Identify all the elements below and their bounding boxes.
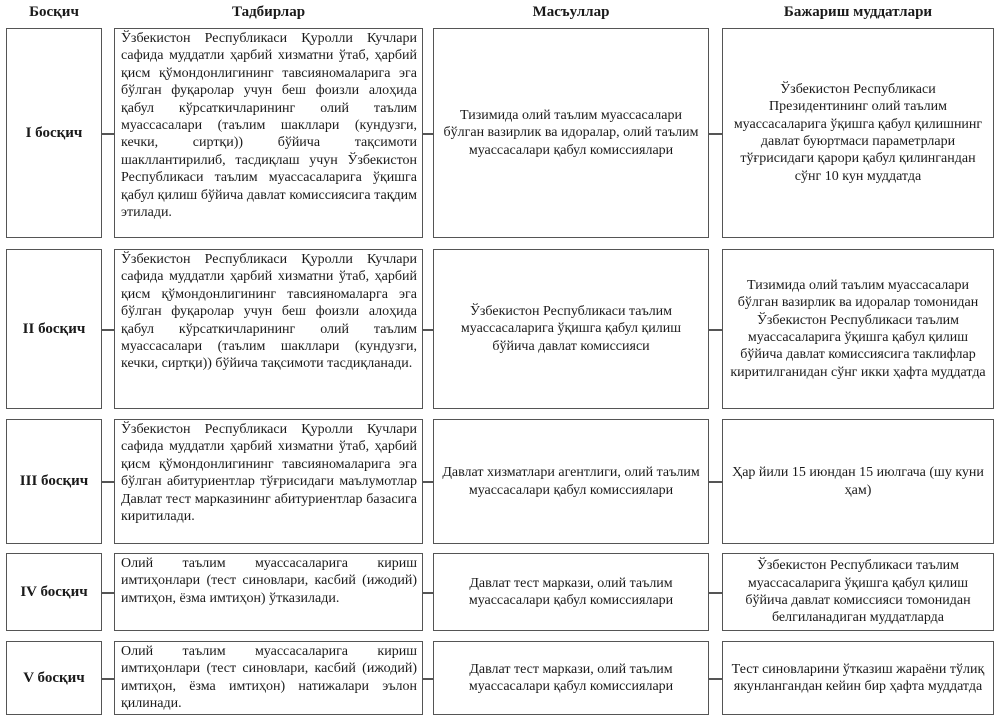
connector: [423, 481, 433, 483]
activity-box-3: [114, 419, 423, 544]
stage-box-5: [6, 641, 102, 715]
responsible-text: Тизимида олий таълим муассасалари бўлган вазирлик ва идоралар, олий таълим муассасалари қабул комиссиялари: [443, 107, 699, 158]
responsible-text: Давлат тест маркази, олий таълим муассасалари қабул комиссиялари: [468, 661, 674, 694]
connector: [423, 592, 433, 594]
stage-box-2: [6, 249, 102, 409]
deadline-text: Тест синовларини ўтказиш жараёни тўлиқ якунлангандан кейин бир ҳафта муддатда: [731, 661, 985, 694]
deadline-text: Тизимида олий таълим муассасалари бўлган вазирлик ва идоралар томонидан Ўзбекистон Республикаси таълим муассасаларига ўқишга қабул қилиш бўйича давлат комиссиясига таклифлар киритилганидан сўнг икки ҳафта муддатда: [730, 277, 986, 380]
deadline-box-5: [722, 641, 994, 715]
connector: [709, 592, 722, 594]
connector: [423, 133, 433, 135]
header-activities: Тадбирлар: [231, 4, 306, 20]
header-stage: Босқич: [29, 4, 79, 20]
connector: [423, 329, 433, 331]
connector: [709, 133, 722, 135]
responsible-box-1: [433, 28, 709, 238]
responsible-text: Давлат тест маркази, олий таълим муассасалари қабул комиссиялари: [468, 575, 674, 608]
stage-box-3: [6, 419, 102, 544]
responsible-text: Ўзбекистон Республикаси таълим муассасаларига ўқишга қабул қилиш бўйича давлат комиссияси: [460, 303, 682, 354]
responsible-box-4: [433, 553, 709, 631]
connector: [709, 678, 722, 680]
connector: [709, 329, 722, 331]
activity-box-4: [114, 553, 423, 631]
activity-text: Ўзбекистон Республикаси Қуролли Кучлари сафида муддатли ҳарбий хизматни ўтаб, ҳарбий қисм қўмондонлигининг тавсияномаларга эга бўлган фуқаролар учун беш фоизли алоҳида қабул кўрсаткичларининг олий таълим муассасалари (таълим шакллари (кундузги, кечки, сиртқи)) бўйича тақсимоти тасдиқланади.: [121, 252, 417, 372]
stage-box-4: [6, 553, 102, 631]
connector: [102, 329, 114, 331]
deadline-box-1: [722, 28, 994, 238]
deadline-text: Ҳар йили 15 июндан 15 июлгача (шу куни ҳам): [732, 465, 984, 498]
header-deadlines: Бажариш муддатлари: [783, 4, 933, 20]
connector: [709, 481, 722, 483]
stage-label: III босқич: [19, 473, 89, 489]
responsible-box-3: [433, 419, 709, 544]
activity-box-5: [114, 641, 423, 715]
activity-text: Ўзбекистон Республикаси Қуролли Кучлари сафида муддатли ҳарбий хизматни ўтаб, ҳарбий қисм қўмондонлигининг тавсияномаларига эга бўлган фуқаролар учун беш фоизли алоҳида қабул кўрсаткичларининг олий таълим муассасалари (таълим шакллари (кундузги, кечки, сиртқи)) бўйича тақсимоти шакллантирилиб, тасдиқлаш учун Ўзбекистон Республикаси таълим муассасаларига ўқишга қабул қилиш бўйича давлат комиссиясига тақдим этилади.: [121, 31, 417, 221]
connector: [102, 592, 114, 594]
deadline-text: Ўзбекистон Республикаси таълим муассасаларига ўқишга қабул қилиш бўйича давлат комиссияси томонидан белгиланадиган муддатларда: [745, 558, 971, 626]
connector: [102, 133, 114, 135]
stage-label: V босқич: [23, 669, 85, 686]
deadline-text: Ўзбекистон Республикаси Президентининг олий таълим муассасаларига ўқишга қабул қилишнинг давлат буюртмаси параметрлари тўғрисидаги қарори қабул қилингандан сўнг 10 кун муддатда: [733, 81, 983, 184]
stage-box-1: [6, 28, 102, 238]
activity-text: Ўзбекистон Республикаси Қуролли Кучлари сафида муддатли ҳарбий хизматни ўтаб, ҳарбий қисм қўмондонлигининг тавсияномаларига эга бўлган абитуриентлар тўғрисидаги маълумотлар Давлат тест марказининг абитуриентлар базасига киритилади.: [121, 422, 417, 525]
deadline-box-3: [722, 419, 994, 544]
connector: [423, 678, 433, 680]
activity-text: Олий таълим муассасаларига кириш имтиҳонлари (тест синовлари, касбий (ижодий) имтиҳон, ёзма имтиҳон) натижалари эълон қилинади.: [121, 644, 417, 712]
activity-box-1: [114, 28, 423, 238]
deadline-box-2: [722, 249, 994, 409]
stage-label: IV босқич: [20, 583, 88, 600]
responsible-box-2: [433, 249, 709, 409]
connector: [102, 481, 114, 483]
connector: [102, 678, 114, 680]
activity-text: Олий таълим муассасаларига кириш имтиҳонлари (тест синовлари, касбий (ижодий) имтиҳон, ёзма имтиҳон) ўтказилади.: [121, 556, 417, 606]
responsible-text: Давлат хизматлари агентлиги, олий таълим муассасалари қабул комиссиялари: [442, 465, 700, 498]
stage-label: II босқич: [22, 320, 86, 337]
activity-box-2: [114, 249, 423, 409]
header-responsible: Масъуллар: [532, 4, 610, 20]
responsible-box-5: [433, 641, 709, 715]
deadline-box-4: [722, 553, 994, 631]
stage-label: I босқич: [25, 124, 83, 141]
